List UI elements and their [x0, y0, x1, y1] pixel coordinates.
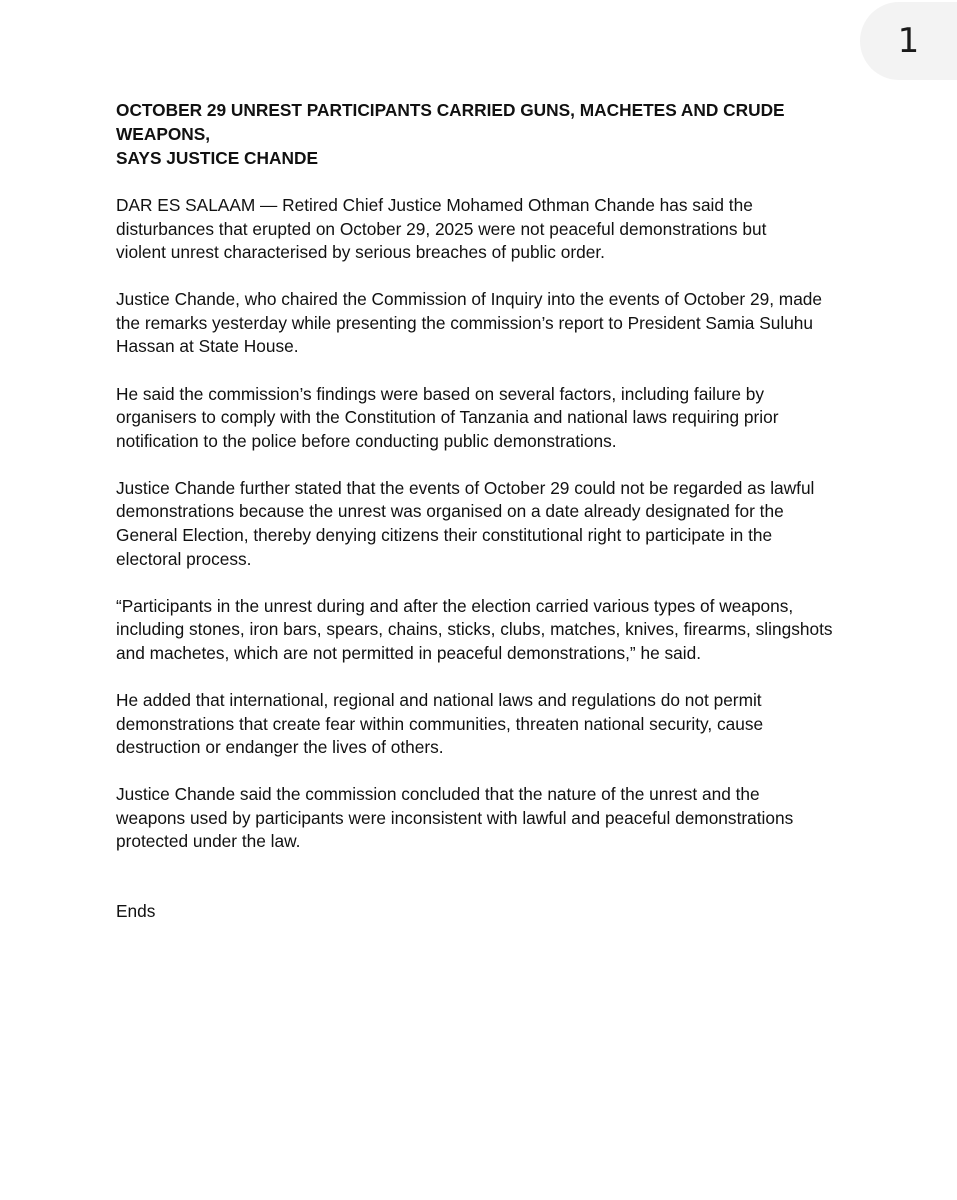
- article-paragraph-2: Justice Chande, who chaired the Commission of Inquiry into the events of October 29, made the remarks yesterday while presenting the commission’s report to President Samia Suluhu Hassan at State House.: [116, 289, 823, 357]
- article-ends-marker: Ends: [116, 901, 156, 922]
- page-number-badge: [860, 2, 957, 80]
- article-paragraph-7: Justice Chande said the commission concluded that the nature of the unrest and the weapons used by participants were inconsistent with lawful and peaceful demonstrations protected under the law.: [116, 784, 794, 852]
- article-paragraph-1: DAR ES SALAAM — Retired Chief Justice Mohamed Othman Chande has said the disturbances that erupted on October 29, 2025 were not peaceful demonstrations but violent unrest characterised by serious breaches of public order.: [116, 195, 767, 263]
- article-headline: OCTOBER 29 UNREST PARTICIPANTS CARRIED GUNS, MACHETES AND CRUDE WEAPONS, SAYS JUSTICE CHANDE: [116, 100, 785, 168]
- article-paragraph-4: Justice Chande further stated that the events of October 29 could not be regarded as lawful demonstrations because the unrest was organised on a date already designated for the General Election, thereby denying citizens their constitutional right to participate in the electoral process.: [116, 477, 815, 569]
- article-paragraph-6: He added that international, regional and national laws and regulations do not permit demonstrations that create fear within communities, threaten national security, cause destruction or endanger the lives of others.: [116, 690, 764, 758]
- page-number: 1: [897, 21, 920, 61]
- article-paragraph-5: “Participants in the unrest during and after the election carried various types of weapons, including stones, iron bars, spears, chains, sticks, clubs, matches, knives, firearms, slingshots and machetes, which are not permitted in peaceful demonstrations,” he said.: [116, 595, 833, 663]
- article: [116, 98, 852, 924]
- article-paragraph-3: He said the commission’s findings were based on several factors, including failure by organisers to comply with the Constitution of Tanzania and national laws requiring prior notification to the police before conducting public demonstrations.: [116, 383, 779, 451]
